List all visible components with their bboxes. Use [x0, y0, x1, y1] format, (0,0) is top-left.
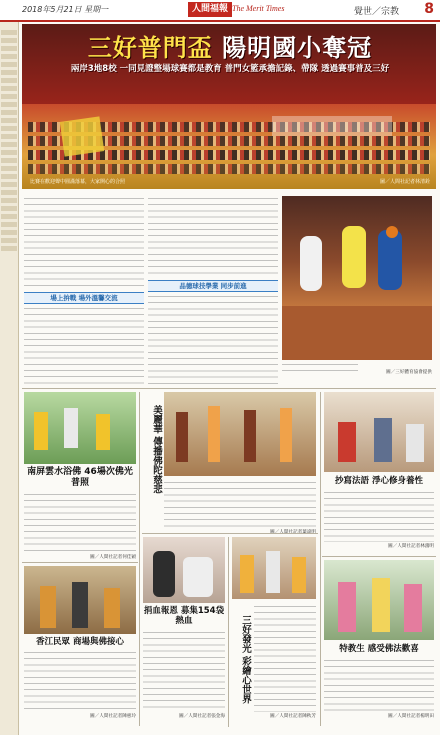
- lead-subhead-1: 場上拚戰 場外溫馨交流: [24, 292, 144, 304]
- calligraphy-photo: [324, 392, 434, 472]
- story7-body: [324, 658, 434, 712]
- bathing-buddha-photo: [24, 392, 136, 464]
- page-number: 8: [424, 1, 434, 17]
- headline-part1: 三好普門盃: [87, 34, 213, 62]
- lead-photo-credit: 圖／人間社記者林清銓: [379, 179, 430, 185]
- story5-body: [143, 630, 225, 712]
- story2-body: [164, 480, 316, 528]
- masthead-logo: 人間福報: [188, 2, 232, 17]
- headline-part2: 陽明國小奪冠: [222, 34, 373, 62]
- story1-body: [24, 492, 136, 554]
- section-name: 覺世／宗教: [354, 7, 400, 17]
- painting-photo: [232, 537, 316, 599]
- hongkong-mall-photo: [24, 566, 136, 634]
- basketball-photo: [282, 196, 432, 360]
- story2-headline: 美麗華 傳播佛陀慈悲: [151, 404, 162, 494]
- story6-headline: 三好發光 彩繪心世界: [240, 614, 251, 704]
- lead-subheadline: 兩岸3地8校 一同見證整場球賽都是教育 普門女籃承擔記錄、帶隊 透過賽事普及三好: [70, 64, 390, 74]
- lead-body-col2: [148, 196, 278, 276]
- story4-credit: 圖／人間社記者陳惠玲: [90, 714, 136, 719]
- story3-headline: 抄寫法語 淨心修身養性: [335, 476, 423, 486]
- basketball-credit: 圖／三好體育協會提供: [386, 370, 432, 375]
- story3-credit: 圖／人間社記者林鴻明: [388, 544, 434, 549]
- lead-body-col2b: [148, 294, 278, 386]
- issue-date: 2018年5月21日 星期一: [22, 5, 109, 14]
- lead-subhead-2: 品德球技學業 同步前進: [148, 280, 278, 292]
- basketball-caption: [282, 362, 358, 374]
- special-ed-photo: [324, 560, 434, 640]
- story3-body: [324, 490, 434, 542]
- story4-headline: 香江民眾 商場與佛接心: [36, 637, 124, 647]
- lead-body-col1b: [24, 306, 144, 386]
- page-header: [0, 0, 440, 22]
- lead-body-col1: [24, 196, 144, 288]
- meiliwa-photo: [164, 392, 316, 476]
- story7-headline: 特教生 感受佛法歡喜: [339, 644, 419, 654]
- blood-donation-photo: [143, 537, 225, 603]
- story5-headline: 捐血報恩 募集154袋熱血: [143, 606, 225, 626]
- lead-photo-caption: 比賽在歡迎聲中圓滿落幕，大家開心的合照: [30, 179, 126, 185]
- lead-headline: [30, 28, 430, 63]
- story1-headline: 南屏雲水浴佛 46場次佛光普照: [27, 467, 133, 488]
- story6-credit: 圖／人間社記者陳秋芳: [270, 714, 316, 719]
- left-index-column: [0, 22, 19, 735]
- story4-body: [24, 650, 136, 712]
- story6-body: [254, 604, 316, 712]
- masthead-english: The Merit Times: [232, 4, 285, 13]
- story1-credit: 圖／人間社記者何佳穎: [90, 555, 136, 560]
- story5-credit: 圖／人間社記者張金海: [179, 714, 225, 719]
- story7-credit: 圖／人間社記者楊明田: [388, 714, 434, 719]
